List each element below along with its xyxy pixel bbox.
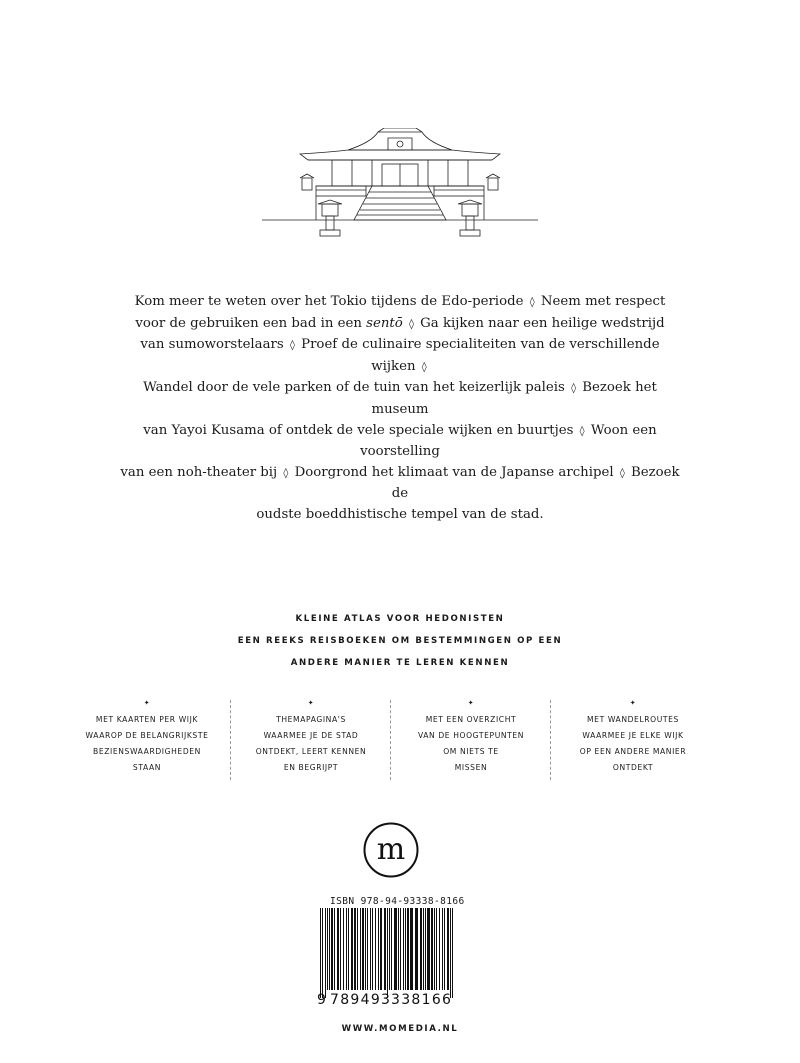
feature-line: MET EEN OVERZICHT bbox=[425, 715, 517, 724]
barcode-bar bbox=[427, 908, 430, 990]
feature-line: MET KAARTEN PER WIJK bbox=[95, 715, 199, 724]
barcode-bar bbox=[362, 908, 364, 990]
barcode-bar bbox=[340, 908, 341, 990]
barcode-bar bbox=[334, 908, 335, 990]
ean-right-group: 338166 bbox=[391, 992, 453, 1008]
feature-line: STAAN bbox=[132, 763, 162, 772]
blurb-line: voor de gebruiken een bad in een sentō ◊ Ga kijken naar een heilige wedstrijd bbox=[135, 315, 665, 331]
barcode-icon bbox=[318, 908, 458, 998]
series-line-1: KLEINE ATLAS VOOR HEDONISTEN bbox=[295, 614, 505, 624]
diamond-separator-icon: ◊ bbox=[409, 318, 414, 330]
barcode-bar bbox=[351, 908, 353, 990]
barcode-bar bbox=[389, 908, 390, 990]
barcode-bar bbox=[403, 908, 404, 990]
barcode-bar bbox=[450, 908, 451, 998]
barcode-bar bbox=[365, 908, 366, 990]
star-icon: ✦ bbox=[143, 699, 151, 707]
barcode-bar bbox=[325, 908, 326, 998]
diamond-separator-icon: ◊ bbox=[529, 297, 535, 308]
barcode-bar bbox=[327, 908, 328, 990]
barcode-bar bbox=[420, 908, 422, 990]
barcode-bar bbox=[357, 908, 358, 990]
blurb-line: oudste boeddhistische tempel van de stad. bbox=[256, 506, 544, 522]
star-icon: ✦ bbox=[307, 699, 315, 707]
barcode-bar bbox=[331, 908, 333, 990]
star-icon: ✦ bbox=[629, 699, 637, 707]
diamond-separator-icon: ◊ bbox=[283, 467, 289, 479]
isbn-label: ISBN 978-94-93338-8166 bbox=[330, 896, 465, 907]
blurb-line: Wandel door de vele parken of de tuin van het keizerlijk paleis ◊ Bezoek het museum bbox=[143, 380, 657, 417]
feature-maps bbox=[72, 698, 222, 780]
ean-left-group: 789493 bbox=[330, 992, 392, 1008]
diamond-separator-icon: ◊ bbox=[579, 425, 585, 437]
barcode-bar bbox=[348, 908, 349, 990]
barcode-bar bbox=[434, 908, 435, 990]
feature-line: OP EEN ANDERE MANIER bbox=[579, 747, 687, 756]
barcode-bar bbox=[387, 908, 388, 998]
feature-line: ONTDEKT, LEERT KENNEN bbox=[255, 747, 367, 756]
feature-line: WAARMEE JE DE STAD bbox=[263, 731, 359, 740]
momedia-logo-icon bbox=[363, 822, 419, 878]
series-line-3: ANDERE MANIER TE LEREN KENNEN bbox=[290, 658, 510, 668]
feature-line: WAARMEE JE ELKE WIJK bbox=[582, 731, 684, 740]
barcode-bar bbox=[436, 908, 437, 990]
logo-letter: m bbox=[376, 832, 406, 867]
barcode-bar bbox=[378, 908, 379, 990]
feature-walking-routes bbox=[558, 698, 708, 780]
barcode-bar bbox=[410, 908, 413, 990]
barcode-bar bbox=[400, 908, 401, 990]
feature-line: WAAROP DE BELANGRIJKSTE bbox=[85, 731, 209, 740]
barcode-bar bbox=[394, 908, 397, 990]
barcode-bar bbox=[360, 908, 361, 990]
barcode-bar bbox=[423, 908, 424, 990]
barcode-bar bbox=[452, 908, 453, 998]
barcode-bar bbox=[398, 908, 399, 990]
barcode-bar bbox=[442, 908, 443, 990]
feature-line: ONTDEKT bbox=[612, 763, 654, 772]
barcode-bar bbox=[354, 908, 356, 990]
website-url: WWW.MOMEDIA.NL bbox=[341, 1024, 459, 1034]
blurb-line: Kom meer te weten over het Tokio tijdens de Edo-periode ◊ Neem met respect bbox=[134, 294, 666, 309]
barcode-bar bbox=[320, 908, 321, 998]
barcode-bar bbox=[329, 908, 330, 990]
diamond-separator-icon: ◊ bbox=[289, 340, 295, 352]
features-row bbox=[72, 698, 728, 780]
feature-line: OM NIETS TE bbox=[443, 747, 499, 756]
barcode-bar bbox=[425, 908, 426, 990]
barcode-bar bbox=[322, 908, 323, 998]
back-cover-blurb bbox=[120, 292, 680, 526]
barcode-bar bbox=[372, 908, 373, 990]
feature-line: THEMAPAGINA'S bbox=[276, 715, 346, 724]
feature-line: VAN DE HOOGTEPUNTEN bbox=[417, 731, 525, 740]
star-icon: ✦ bbox=[467, 699, 475, 707]
barcode-bar bbox=[391, 908, 392, 990]
barcode-bar bbox=[447, 908, 449, 990]
barcode-bar bbox=[415, 908, 418, 990]
barcode-bar bbox=[384, 908, 386, 990]
diamond-separator-icon: ◊ bbox=[571, 383, 577, 395]
barcode-bar bbox=[343, 908, 344, 990]
feature-highlights bbox=[396, 698, 546, 780]
divider bbox=[390, 700, 391, 780]
barcode-bar bbox=[375, 908, 376, 990]
diamond-separator-icon: ◊ bbox=[421, 361, 427, 373]
divider bbox=[550, 700, 551, 780]
temple-illustration-icon bbox=[262, 128, 538, 246]
barcode-bar bbox=[407, 908, 409, 990]
diamond-separator-icon: ◊ bbox=[619, 467, 625, 479]
barcode-bar bbox=[439, 908, 440, 990]
series-line-2: EEN REEKS REISBOEKEN OM BESTEMMINGEN OP EEN bbox=[237, 636, 563, 646]
divider bbox=[230, 700, 231, 780]
barcode-bar bbox=[346, 908, 347, 990]
feature-line: BEZIENSWAARDIGHEDEN bbox=[93, 747, 201, 756]
blurb-line: van Yayoi Kusama of ontdek de vele speciale wijken en buurtjes ◊ Woon een voorstelling bbox=[143, 422, 657, 460]
barcode-bar bbox=[405, 908, 406, 990]
barcode-bar bbox=[337, 908, 339, 990]
feature-line: MET WANDELROUTES bbox=[587, 715, 679, 724]
series-description bbox=[150, 608, 650, 674]
feature-line: MISSEN bbox=[454, 763, 488, 772]
feature-theme-pages bbox=[236, 698, 386, 780]
blurb-line: van een noh-theater bij ◊ Doorgrond het klimaat van de Japanse archipel ◊ Bezoek de bbox=[120, 464, 680, 502]
feature-line: EN BEGRIJPT bbox=[283, 763, 339, 772]
barcode-bar bbox=[370, 908, 371, 990]
barcode-bar bbox=[380, 908, 382, 990]
barcode-bar bbox=[431, 908, 433, 990]
barcode-bar bbox=[444, 908, 445, 990]
blurb-line: van sumoworstelaars ◊ Proef de culinaire specialiteiten van de verschillende wijken ◊ bbox=[140, 337, 660, 374]
ean-first-digit: 9 bbox=[317, 992, 326, 1008]
barcode-bar bbox=[367, 908, 368, 990]
